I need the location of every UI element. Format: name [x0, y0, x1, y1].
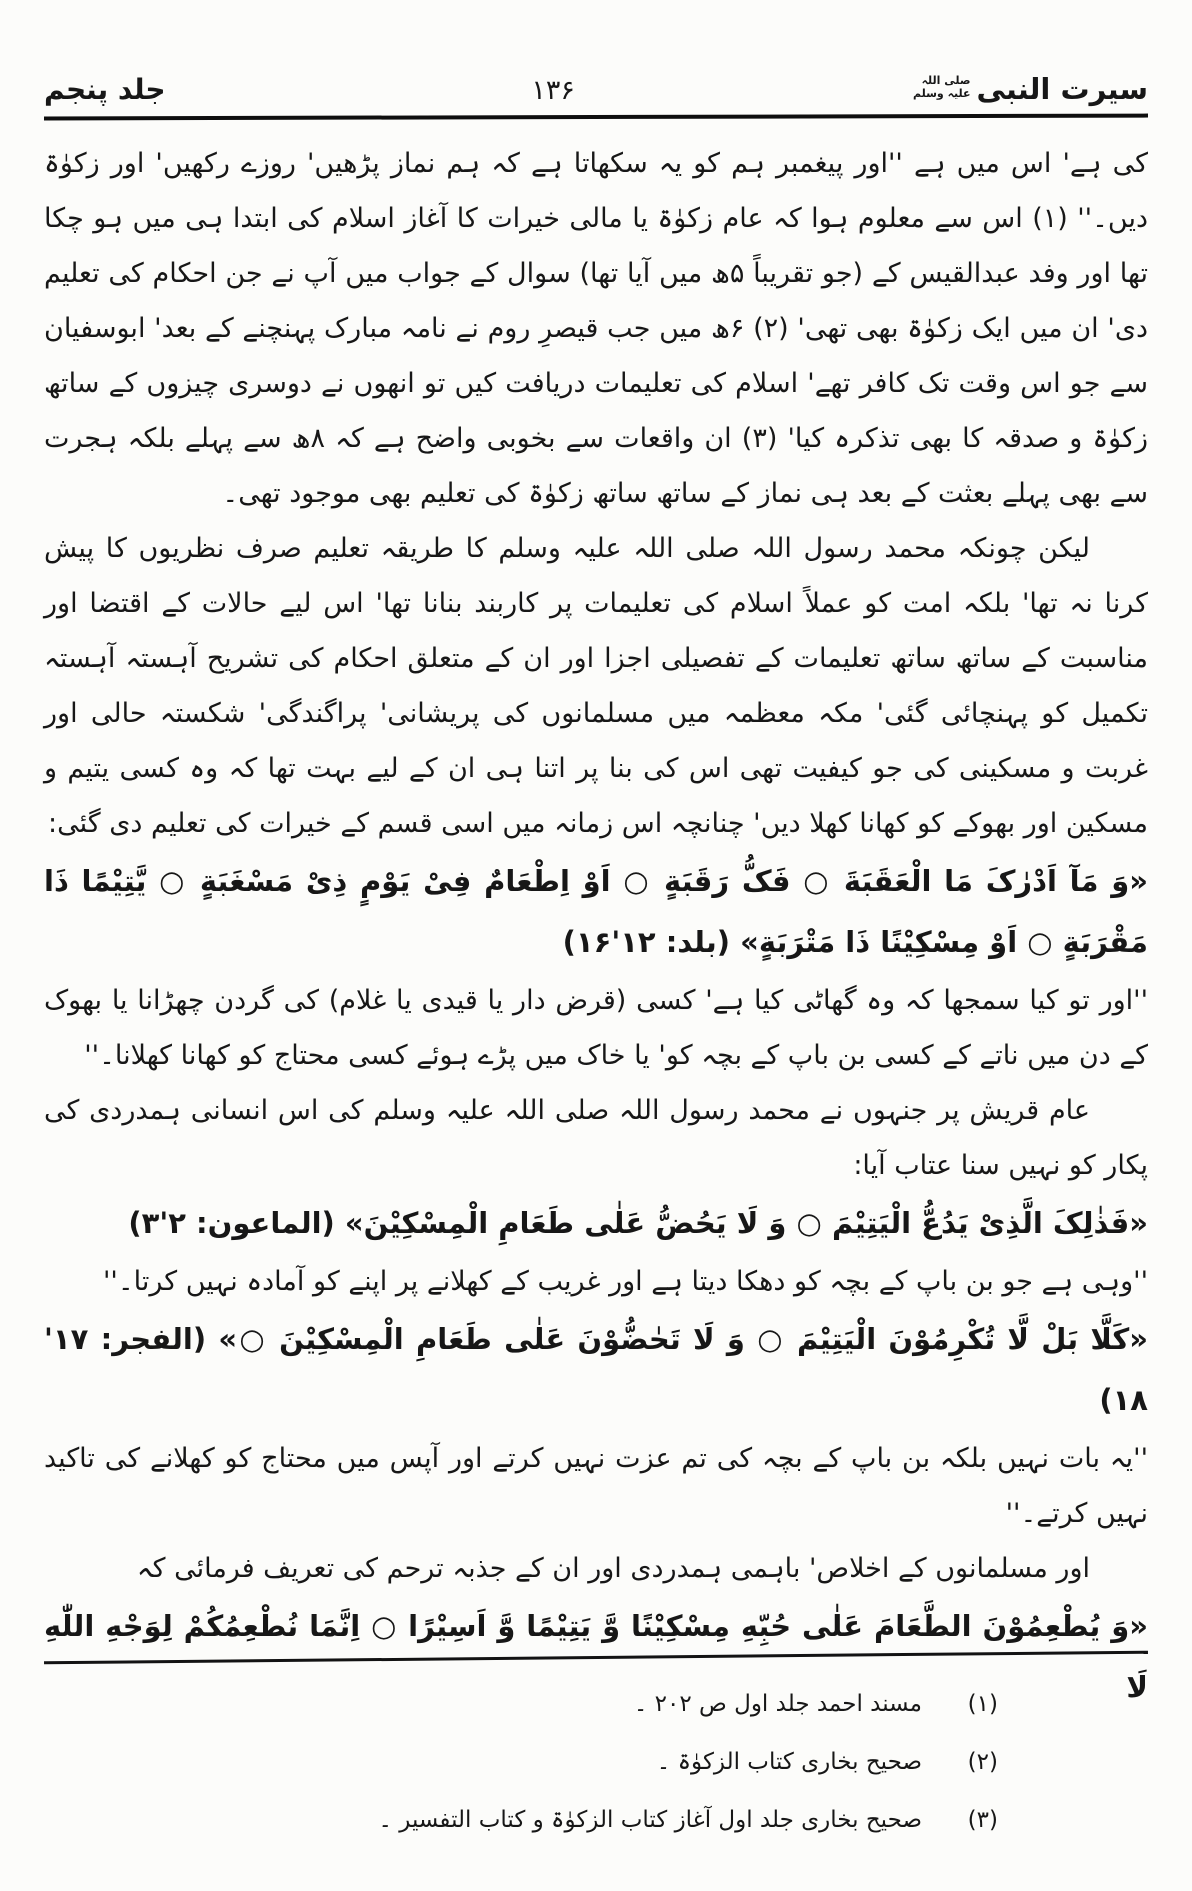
page-body — [44, 136, 1148, 1718]
body-paragraph-1: کی ہے' اس میں ہے ''اور پیغمبر ہم کو یہ سکھاتا ہے کہ ہم نماز پڑھیں' روزے رکھیں' اور زکوٰۃ دیں۔'' (۱) اس سے معلوم ہوا کہ عام زکوٰۃ یا مالی خیرات کا آغاز اسلام کی ابتدا ہی میں ہو چکا تھا اور وفد عبدالقیس کے (جو تقریباً ۵ھ میں آیا تھا) سوال کے جواب میں آپ نے جن احکام کی تعلیم دی' ان میں ایک زکوٰۃ بھی تھی' (۲) ۶ھ میں جب قیصرِ روم نے نامہ مبارک پہنچنے کے بعد' ابوسفیان سے جو اس وقت تک کافر تھے' اسلام کی تعلیمات دریافت کیں تو انھوں نے دوسری چیزوں کے ساتھ زکوٰۃ و صدقہ کا بھی تذکرہ کیا' (۳) ان واقعات سے بخوبی واضح ہے کہ ۸ھ سے پہلے بلکہ ہجرت سے بھی پہلے بعثت کے بعد ہی نماز کے ساتھ ساتھ زکوٰۃ کی تعلیم بھی موجود تھی۔ — [44, 148, 1149, 509]
footnote-text: صحیح بخاری جلد اول آغاز کتاب الزکوٰۃ و کتاب التفسیر ۔ — [378, 1807, 922, 1833]
header-rule — [44, 114, 1148, 121]
page-header — [44, 0, 1148, 106]
quran-verse-3: «کَلَّا بَلْ لَّا تُکْرِمُوْنَ الْیَتِیْمَ ○ وَ لَا تَحٰضُّوْنَ عَلٰی طَعَامِ الْمِسْکِیْنَ ○» (الفجر: ۱۷' ۱۸) — [44, 1322, 1148, 1417]
quran-verse-2: «فَذٰلِکَ الَّذِیْ یَدُعُّ الْیَتِیْمَ ○ وَ لَا یَحُضُّ عَلٰی طَعَامِ الْمِسْکِیْنَ» (الماعون: ۲'۳) — [128, 1206, 1148, 1240]
volume-label: جلد پنجم — [44, 73, 166, 106]
page-footer — [44, 1656, 1148, 1849]
body-paragraph-4: اور مسلمانوں کے اخلاص' باہمی ہمدردی اور ان کے جذبہ ترحم کی تعریف فرمائی کہ — [136, 1553, 1090, 1584]
footnote-item — [44, 1733, 998, 1791]
book-title-text: سیرت النبی — [976, 72, 1148, 106]
verse-translation-1: ''اور تو کیا سمجھا کہ وہ گھاٹی کیا ہے' کسی (قرض دار یا قیدی یا غلام) کی گردن چھڑانا یا بھوک کے دن میں ناتے کے کسی بن باپ کے بچہ کو' یا خاک میں پڑے ہوئے کسی محتاج کو کھانا کھلانا۔'' — [44, 985, 1148, 1071]
quran-verse-4: «وَ یُطْعِمُوْنَ الطَّعَامَ عَلٰی حُبِّهِ مِسْکِیْنًا وَّ یَتِیْمًا وَّ اَسِیْرًا ○ اِنَّمَا نُطْعِمُکُمْ لِوَجْهِ اللّٰهِ لَا — [44, 1609, 1148, 1704]
quran-verse-1: «وَ مَآ اَدْرٰکَ مَا الْعَقَبَةَ ○ فَکُّ رَقَبَةٍ ○ اَوْ اِطْعَامٌ فِیْ یَوْمٍ ذِیْ مَسْغَبَةٍ ○ یَّتِیْمًا ذَا مَقْرَبَةٍ ○ اَوْ مِسْکِیْنًا ذَا مَتْرَبَةٍ» (بلد: ۱۲'۱۶) — [44, 864, 1148, 959]
footnote-marker: (۳) — [967, 1807, 998, 1833]
footnotes — [44, 1675, 1148, 1849]
honorific-mark: صلی اللہ علیہ وسلم — [912, 74, 971, 100]
footnote-item — [44, 1675, 998, 1733]
book-title — [913, 72, 1148, 106]
footnote-marker: (۲) — [967, 1749, 998, 1775]
verse-translation-3: ''یہ بات نہیں بلکہ بن باپ کے بچہ کی تم عزت نہیں کرتے اور آپس میں محتاج کو کھلانے کی تاکید نہیں کرتے۔'' — [44, 1443, 1148, 1529]
footnote-marker: (۱) — [967, 1691, 998, 1717]
verse-translation-2: ''وہی ہے جو بن باپ کے بچہ کو دھکا دیتا ہے اور غریب کے کھلانے پر اپنے کو آمادہ نہیں کرتا۔'' — [102, 1266, 1148, 1297]
body-paragraph-2: لیکن چونکہ محمد رسول اللہ صلی اللہ علیہ وسلم کا طریقہ تعلیم صرف نظریوں کا پیش کرنا نہ تھا' بلکہ امت کو عملاً اسلام کی تعلیمات پر کاربند بنانا تھا' اس لیے حالات کے اقتضا اور مناسبت کے ساتھ ساتھ تعلیمات کے تفصیلی اجزا اور ان کے متعلق احکام کی تشریح آہستہ آہستہ تکمیل کو پہنچائی گئی' مکہ معظمہ میں مسلمانوں کی پریشانی' پراگندگی' شکستہ حالی اور غربت و مسکینی کی جو کیفیت تھی اس کی بنا پر اتنا ہی ان کے لیے بہت تھا کہ وہ کسی یتیم و مسکین اور بھوکے کو کھانا کھلا دیں' چنانچہ اس زمانہ میں اسی قسم کے خیرات کی تعلیم دی گئی: — [44, 533, 1148, 839]
footnote-item — [44, 1791, 998, 1849]
footnote-text: مسند احمد جلد اول ص ۲۰۲ ۔ — [633, 1691, 922, 1717]
page-number: ۱۳۶ — [531, 75, 575, 106]
body-paragraph-3: عام قریش پر جنہوں نے محمد رسول اللہ صلی اللہ علیہ وسلم کی اس انسانی ہمدردی کی پکار کو نہیں سنا عتاب آیا: — [44, 1095, 1148, 1181]
footnote-text: صحیح بخاری کتاب الزکوٰۃ ۔ — [656, 1749, 922, 1775]
